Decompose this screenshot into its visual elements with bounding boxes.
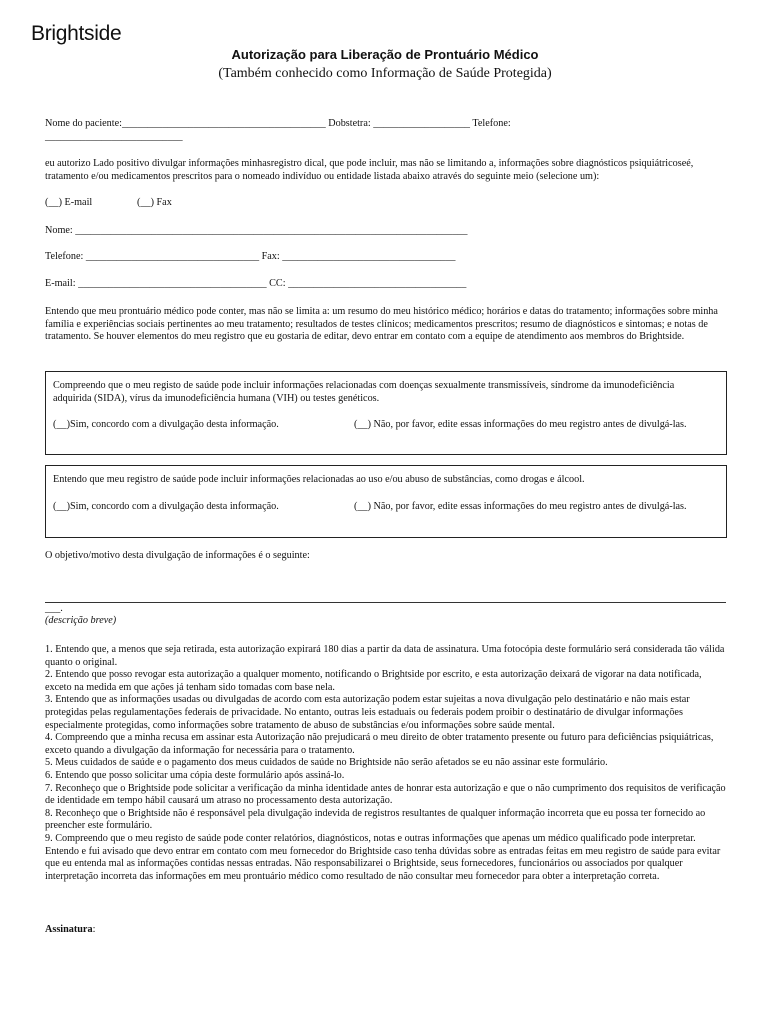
delivery-fax-option: (__) Fax: [137, 197, 172, 208]
term-item: 9. Compreendo que o meu registo de saúde pode conter relatórios, diagnósticos, notas e outras informações que apenas um médico qualificado pode interpretar. Entendo e fui avisado que devo entrar em contato com meu fornecedor do Brightside caso tenha dúvidas sobre as entradas feitas em meu registro de saúde para evitar que eu entenda mal as informações contidas nessas entradas. Não responsabilizarei o Brightside, seus fornecedores, funcionários ou associados por qualquer interpretação incorreta das informações em meu prontuário médico como resultado de não consultar meu fornecedor para obter a interpretação correta.: [45, 832, 721, 882]
patient-info-line: Nome do paciente:________________________________________ Dobstetra: ___________________ Telefone:: [45, 118, 511, 129]
delivery-email-option: (__) E-mail: [45, 197, 93, 208]
term-item: 6. Entendo que posso solicitar uma cópia deste formulário após assiná-lo.: [45, 769, 345, 781]
document-subtitle: (Também conhecido como Informação de Saúde Protegida): [218, 66, 552, 81]
substance-consent-no: (__) Não, por favor, edite essas informações do meu registro antes de divulgá-las.: [354, 501, 687, 512]
term-item: 7. Reconheço que o Brightside pode solicitar a verificação da minha identidade antes de honrar esta autorização e que o não cumprimento dos requisitos de verificação de identidade em tempo hábil causará um atraso no processamento desta autorização.: [45, 782, 726, 807]
brightside-logo: Brightside: [31, 22, 122, 45]
sti-consent-no: (__) Não, por favor, edite essas informações do meu registro antes de divulgá-las.: [354, 419, 687, 430]
substance-consent-yes: (__)Sim, concordo com a divulgação desta informação.: [53, 501, 279, 512]
recipient-name-field: Nome: _____________________________________________________________________________: [45, 225, 468, 236]
purpose-hint: (descrição breve): [45, 615, 117, 626]
sti-consent-box: [45, 371, 727, 455]
recipient-email-cc-field: E-mail: _____________________________________ CC: ___________________________________: [45, 278, 467, 289]
term-item: 2. Entendo que posso revogar esta autorização a qualquer momento, notificando o Brightside por escrito, e esta autorização deixará de vigorar na data notificada, exceto na medida em que ações já tenham sido tomadas com base nela.: [45, 669, 702, 693]
terms-list: [45, 644, 730, 883]
term-item: 3. Entendo que as informações usadas ou divulgadas de acordo com esta autorização podem estar sujeitas a nova divulgação pelo destinatário e não mais estar protegidas pelas regulamentações federais de privacidade. No entanto, outras leis estaduais ou federais podem proibir o destinatário de divulgar informações especialmente protegidas, como informações sobre tratamento de abuso de substâncias e/ou informações sobre saúde mental.: [45, 694, 690, 731]
term-item: 4. Compreendo que a minha recusa em assinar esta Autorização não prejudicará o meu direito de obter tratamento presente ou futuro para deficiências psiquiátricas, exceto quando a divulgação da informação for necessária para o tratamento.: [45, 732, 714, 756]
term-item: 5. Meus cuidados de saúde e o pagamento dos meus cuidados de saúde no Brightside não serão afetados se eu não assinar este formulário.: [45, 757, 608, 769]
sti-consent-yes: (__)Sim, concordo com a divulgação desta informação.: [53, 419, 279, 430]
term-item: 8. Reconheço que o Brightside não é responsável pela divulgação indevida de registros resultantes de qualquer informação incorreta que eu possa ter fornecido ao preencher este formulário.: [45, 807, 706, 832]
purpose-answer-line: [45, 602, 726, 603]
document-title: Autorização para Liberação de Prontuário Médico: [231, 47, 539, 62]
signature-field: [45, 924, 95, 937]
patient-info-line-cont: ___________________________: [45, 131, 183, 142]
signature-label: Assinatura: [45, 924, 93, 935]
substance-consent-box: [45, 465, 727, 538]
substance-consent-text: Entendo que meu registro de saúde pode incluir informações relacionadas ao uso e/ou abuso de substâncias, como drogas e álcool.: [53, 474, 585, 485]
sti-consent-text: Compreendo que o meu registo de saúde pode incluir informações relacionadas com doenças sexualmente transmissíveis, síndrome da imunodeficiência adquirida (SIDA), vírus da imunodeficiência humana (VIH) ou testes genéticos.: [53, 380, 675, 404]
authorization-intro: eu autorizo Lado positivo divulgar informações minhasregistro dical, que pode incluir, mas não se limitando a, informações sobre diagnósticos psiquiátricoseé, tratamento e/ou medicamentos prescritos para o nomeado indivíduo ou entidade listada abaixo através do seguinte meio (selecione um):: [45, 158, 694, 182]
records-understanding: Entendo que meu prontuário médico pode conter, mas não se limita a: um resumo do meu histórico médico; horários e datas do tratamento; informações sobre minha família e experiências sociais pertinentes ao meu tratamento; resultados de testes clínicos; medicamentos prescritos; resumo de diagnósticos e sintomas; e notas de tratamento. Se houver elementos do meu registro que eu gostaria de editar, devo entrar em contato com a equipe de atendimento aos membros do Brightside.: [45, 306, 718, 343]
disclosure-purpose-label: O objetivo/motivo desta divulgação de informações é o seguinte:: [45, 550, 310, 561]
term-item: 1. Entendo que, a menos que seja retirada, esta autorização expirará 180 dias a partir da data de assinatura. Uma fotocópia deste formulário será considerada tão válida quanto o original.: [45, 644, 725, 668]
recipient-phone-fax-field: Telefone: __________________________________ Fax: __________________________________: [45, 251, 456, 262]
signature-colon: :: [92, 924, 96, 935]
purpose-answer-tail: ___.: [45, 603, 63, 614]
